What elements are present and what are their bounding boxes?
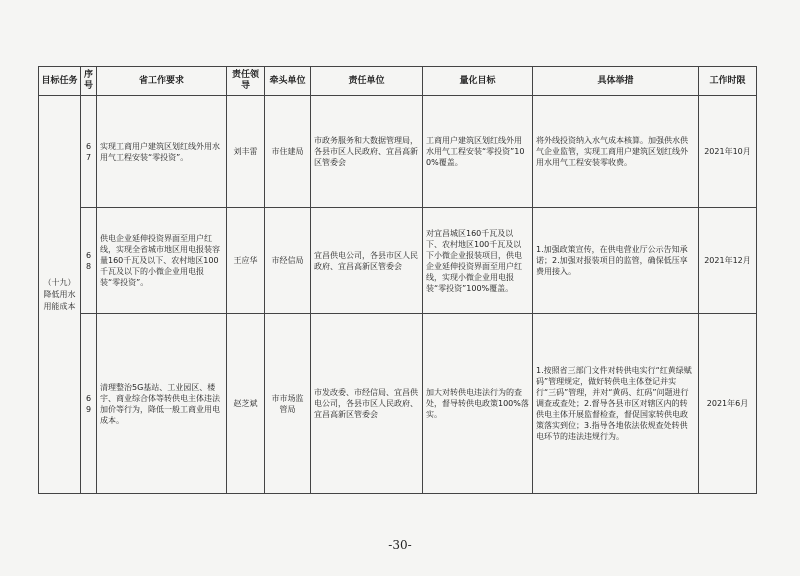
goal-cell: 加大对转供电违法行为的查处，督导转供电政策100%落实。 bbox=[423, 314, 533, 494]
resp-unit-cell: 市政务服务和大数据管理局，各县市区人民政府、宜昌高新区管委会 bbox=[311, 96, 423, 208]
deadline-cell: 2021年12月 bbox=[699, 208, 757, 314]
measures-cell: 将外线投资纳入水气成本核算。加强供水供气企业监管，实现工商用户建筑区划红线外用水用气工程安装零收费。 bbox=[533, 96, 699, 208]
header-resp-unit: 责任单位 bbox=[311, 67, 423, 96]
deadline-cell: 2021年6月 bbox=[699, 314, 757, 494]
leader-cell: 王应华 bbox=[227, 208, 265, 314]
requirement-cell: 实现工商用户建筑区划红线外用水用气工程安装“零投资”。 bbox=[97, 96, 227, 208]
lead-unit-cell: 市经信局 bbox=[265, 208, 311, 314]
header-leader: 责任领导 bbox=[227, 67, 265, 96]
work-table bbox=[38, 66, 757, 494]
resp-unit-cell: 宜昌供电公司，各县市区人民政府、宜昌高新区管委会 bbox=[311, 208, 423, 314]
goal-cell: 对宜昌城区160千瓦及以下、农村地区100千瓦及以下小微企业报装项目，供电企业延伸投资界面至用户红线，实现小微企业用电报装“零投资”100%覆盖。 bbox=[423, 208, 533, 314]
row-number: 67 bbox=[81, 96, 97, 208]
header-no: 序号 bbox=[81, 67, 97, 96]
measures-cell: 1.按照省三部门文件对转供电实行“红黄绿赋码”管理规定，做好转供电主体登记并实行“三码”管理，并对“黄码、红码”问题进行调查或查处；2.督导各县市区对辖区内的转供电主体开展监督检查，督促国家转供电政策落实到位；3.指导各地依法依规查处转供电环节的违法违规行为。 bbox=[533, 314, 699, 494]
header-requirement: 省工作要求 bbox=[97, 67, 227, 96]
header-goal: 量化目标 bbox=[423, 67, 533, 96]
table-row bbox=[39, 208, 757, 314]
lead-unit-cell: 市市场监管局 bbox=[265, 314, 311, 494]
lead-unit-cell: 市住建局 bbox=[265, 96, 311, 208]
header-lead-unit: 牵头单位 bbox=[265, 67, 311, 96]
row-number: 68 bbox=[81, 208, 97, 314]
page-number: -30- bbox=[388, 538, 412, 552]
table-row bbox=[39, 96, 757, 208]
table-row bbox=[39, 314, 757, 494]
deadline-cell: 2021年10月 bbox=[699, 96, 757, 208]
leader-cell: 刘丰雷 bbox=[227, 96, 265, 208]
resp-unit-cell: 市发改委、市经信局、宜昌供电公司，各县市区人民政府、宜昌高新区管委会 bbox=[311, 314, 423, 494]
row-number: 69 bbox=[81, 314, 97, 494]
measures-cell: 1.加强政策宣传，在供电营业厅公示告知承诺；2.加强对报装项目的监管，确保低压享费用接入。 bbox=[533, 208, 699, 314]
target-task-cell: （十九）降低用水用能成本 bbox=[39, 96, 81, 494]
requirement-cell: 供电企业延伸投资界面至用户红线，实现全省城市地区用电报装容量160千瓦及以下、农村地区100千瓦及以下的小微企业用电报装“零投资”。 bbox=[97, 208, 227, 314]
header-row bbox=[39, 67, 757, 96]
header-deadline: 工作时限 bbox=[699, 67, 757, 96]
header-target: 目标任务 bbox=[39, 67, 81, 96]
goal-cell: 工商用户建筑区划红线外用水用气工程安装“零投资”100%覆盖。 bbox=[423, 96, 533, 208]
requirement-cell: 清理整治5G基站、工业园区、楼宇、商业综合体等转供电主体违法加价等行为，降低一般工商业用电成本。 bbox=[97, 314, 227, 494]
header-measures: 具体举措 bbox=[533, 67, 699, 96]
leader-cell: 赵芝斌 bbox=[227, 314, 265, 494]
